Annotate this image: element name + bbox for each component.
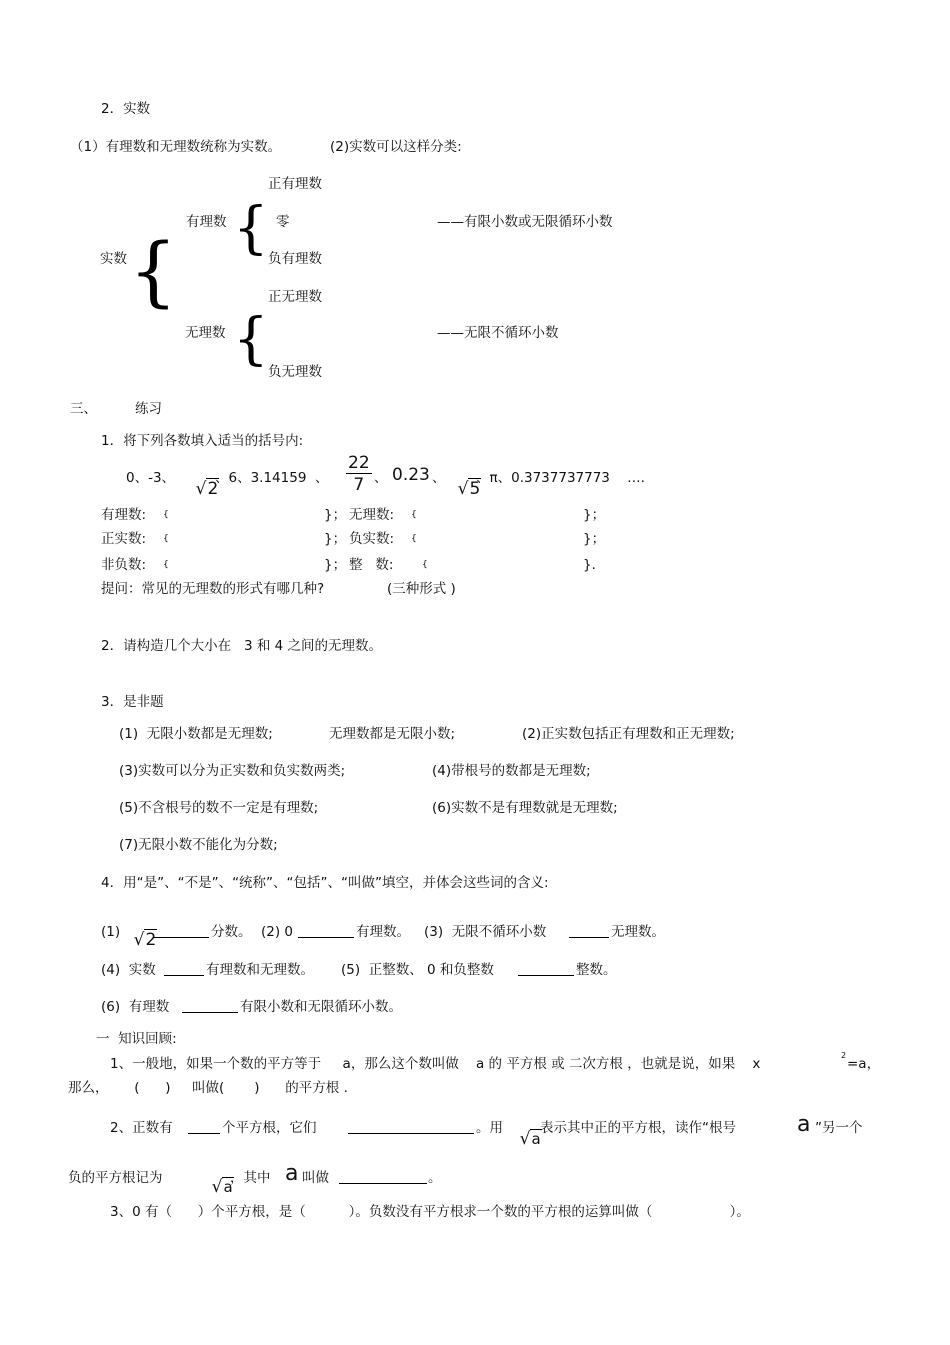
q3-statement: (4)带根号的数都是无理数; — [432, 763, 591, 779]
radical-icon: √ — [519, 1129, 531, 1149]
radical-icon: √ — [195, 479, 207, 499]
review-p2: 表示其中正的平方根，读作“根号 — [540, 1120, 736, 1136]
q3-prompt: 3．是非题 — [101, 694, 164, 710]
variable-a: a — [285, 1161, 299, 1186]
q1-numbers-a: 0、-3、 — [126, 470, 176, 486]
sqrt2-expr: √2 — [133, 930, 157, 950]
q1-numbers-e: 、π、0.3737737773 …. — [476, 470, 645, 486]
q4-blank[interactable] — [164, 961, 204, 981]
q4-item: 有理数。 — [356, 924, 410, 940]
radical-icon: √ — [211, 1177, 223, 1197]
review-p1-end: =a， — [847, 1056, 881, 1072]
set-close: }． — [583, 557, 606, 573]
zero-label: 零 — [276, 214, 290, 230]
q4-blank[interactable] — [518, 961, 574, 981]
practice-number: 三、 — [70, 401, 97, 417]
pos-rational-label: 正有理数 — [268, 176, 322, 192]
set-irrational-label: 无理数: — [349, 507, 395, 523]
decimal-value: 0.23 — [392, 465, 430, 485]
real-label: 实数 — [100, 251, 127, 267]
pos-irrational-label: 正无理数 — [268, 289, 322, 305]
review-p3: 负的平方根记为 — [68, 1170, 163, 1186]
q4-item: (1) — [101, 924, 121, 940]
question-text: 提问：常见的无理数的形式有哪几种? — [101, 581, 325, 597]
set-open-brace: { — [422, 560, 428, 570]
q1-numbers-d: 、 — [432, 470, 446, 486]
definition-text: （1）有理数和无理数统称为实数。 — [70, 139, 282, 155]
real-brace: { — [129, 226, 178, 315]
q3-statement: (5)不含根号的数不一定是有理数; — [119, 800, 319, 816]
set-open-brace: { — [411, 510, 417, 520]
q4-item: 有理数和无理数。 — [206, 962, 314, 978]
q3-statement: (2)正实数包括正有理数和正无理数; — [522, 726, 735, 742]
review-p2: 2、正数有 — [110, 1120, 173, 1136]
q2-text: 2．请构造几个大小在 3 和 4 之间的无理数。 — [101, 638, 383, 654]
q4-item: (2) 0 — [261, 924, 294, 940]
q4-item: 有限小数和无限循环小数。 — [240, 999, 402, 1015]
set-close: }； — [324, 507, 347, 523]
rational-note: ——有限小数或无限循环小数 — [437, 214, 613, 230]
neg-irrational-label: 负无理数 — [268, 364, 322, 380]
q4-item: (4) 实数 — [101, 962, 156, 978]
review-p3: 。 — [428, 1170, 442, 1186]
q4-item: (5) 正整数、 0 和负整数 — [341, 962, 494, 978]
review-blank[interactable] — [348, 1119, 474, 1139]
set-close: }； — [324, 557, 347, 573]
irrational-note: ——无限不循环小数 — [437, 325, 559, 341]
set-open-brace: { — [411, 534, 417, 544]
sqrt5-expr: √5 — [457, 479, 481, 499]
review-p4: 3、0 有（ ）个平方根，是（ ）。负数没有平方根求一个数的平方根的运算叫做（ ）。 — [110, 1204, 750, 1220]
radical-icon: √ — [133, 930, 145, 950]
q1-numbers-b: 、6、3.14159 、 — [215, 470, 329, 486]
q3-statement: 无理数都是无限小数; — [329, 726, 456, 742]
q4-item: 分数。 — [211, 924, 252, 940]
q1-prompt: 1．将下列各数填入适当的括号内: — [101, 433, 304, 449]
q4-item: (3) 无限不循环小数 — [424, 924, 547, 940]
set-pos-real-label: 正实数: — [101, 531, 147, 547]
set-close: }； — [583, 531, 606, 547]
sqrt-a-expr: √a — [519, 1129, 541, 1149]
set-open-brace: { — [163, 560, 169, 570]
q4-item: 整数。 — [576, 962, 617, 978]
set-close: }； — [583, 507, 606, 523]
set-rational-label: 有理数: — [101, 507, 147, 523]
review-p2: 。用 — [476, 1120, 503, 1136]
review-p2: 个平方根，它们 — [222, 1120, 317, 1136]
q3-statement: (6)实数不是有理数就是无理数; — [432, 800, 618, 816]
classification-intro: (2)实数可以这样分类: — [330, 139, 462, 155]
set-nonneg-label: 非负数: — [101, 557, 147, 573]
q4-blank[interactable] — [153, 923, 209, 943]
q4-item: (6) 有理数 — [101, 999, 170, 1015]
set-open-brace: { — [163, 534, 169, 544]
review-p3: ，其中 — [230, 1170, 271, 1186]
question-hint: (三种形式 ) — [387, 581, 456, 597]
review-blank[interactable] — [339, 1169, 427, 1189]
q3-statement: (7)无限小数不能化为分数; — [119, 837, 278, 853]
radical-icon: √ — [457, 479, 469, 499]
neg-rational-label: 负有理数 — [268, 251, 322, 267]
set-close: }； — [324, 531, 347, 547]
set-neg-real-label: 负实数: — [349, 531, 395, 547]
sqrt-a-expr: √a — [211, 1177, 233, 1197]
q3-statement: (3)实数可以分为正实数和负实数两类; — [119, 763, 346, 779]
q4-blank[interactable] — [298, 923, 354, 943]
review-p1: 1、一般地，如果一个数的平方等于 a，那么这个数叫做 a 的 平方根 或 二次方根 ，也就是说，如果 x — [110, 1056, 761, 1072]
variable-a: a — [797, 1112, 811, 1137]
q4-item: 无理数。 — [611, 924, 665, 940]
irrational-brace: { — [233, 307, 269, 372]
review-p2: ”另一个 — [815, 1120, 863, 1136]
set-integer-label: 整 数: — [349, 557, 394, 573]
review-p1-cont: 那么， ( ) 叫做( ) 的平方根 . — [68, 1080, 348, 1096]
review-heading: 一 知识回顾: — [96, 1031, 177, 1047]
superscript: 2 — [841, 1051, 847, 1060]
practice-heading: 练习 — [135, 401, 162, 417]
section-heading: 2．实数 — [101, 101, 151, 117]
q4-blank[interactable] — [569, 923, 609, 943]
set-open-brace: { — [163, 510, 169, 520]
q4-prompt: 4．用“是”、“不是”、“统称”、“包括”、“叫做”填空，并体会这些词的含义: — [101, 875, 549, 891]
fraction-22-7: $\frac{22}{7}$ — [348, 453, 370, 495]
q3-statement: (1) 无限小数都是无理数; — [119, 726, 273, 742]
q1-numbers-c: 、 — [374, 470, 388, 486]
rational-label: 有理数 — [186, 214, 227, 230]
sqrt2-expr: √2 — [195, 479, 219, 499]
rational-brace: { — [233, 196, 269, 261]
review-p3: 叫做 — [302, 1170, 329, 1186]
q4-blank[interactable] — [182, 998, 238, 1018]
irrational-label: 无理数 — [185, 325, 226, 341]
review-blank[interactable] — [188, 1119, 220, 1139]
